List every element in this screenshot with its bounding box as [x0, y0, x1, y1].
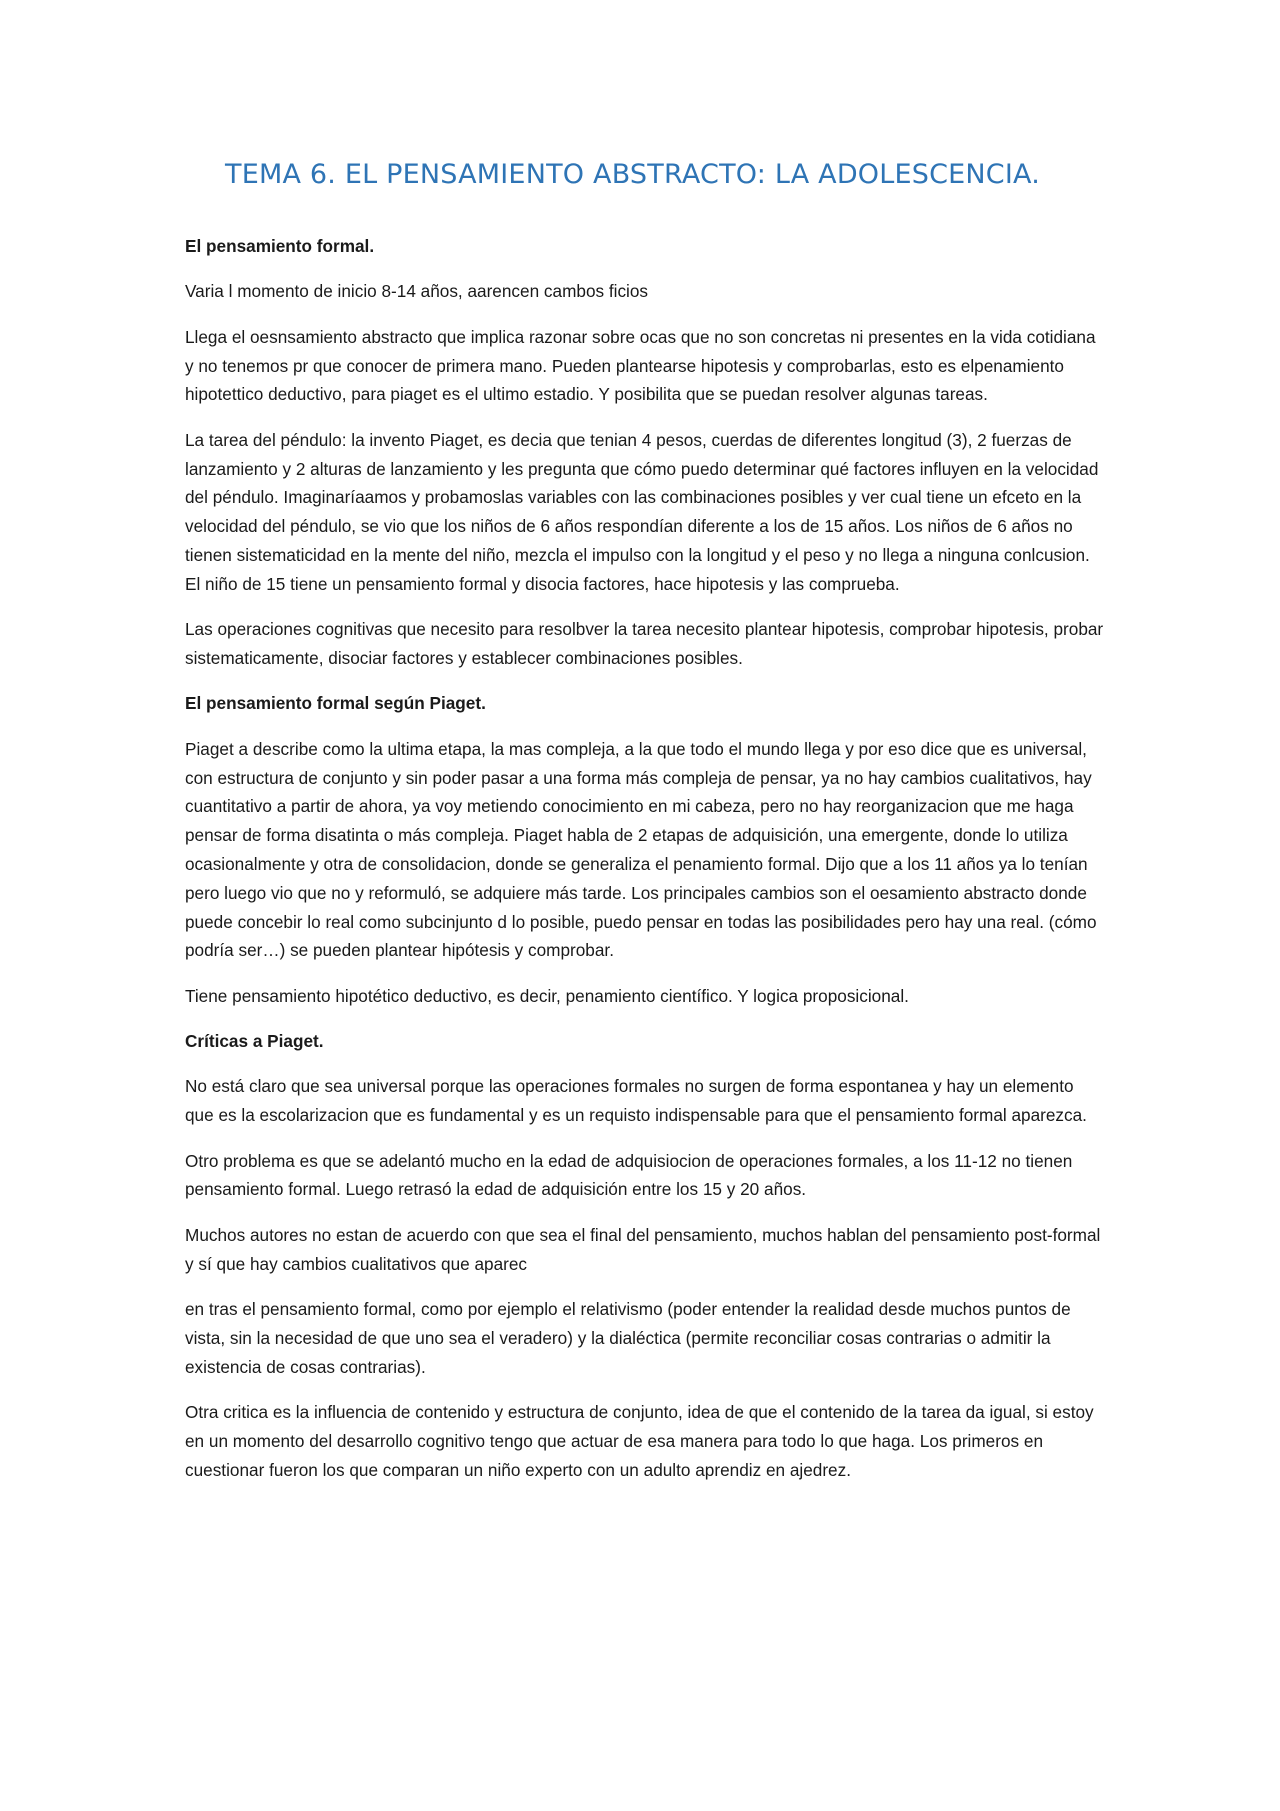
- document-page: [185, 0, 1105, 1501]
- paragraph: La tarea del péndulo: la invento Piaget, es decia que tenian 4 pesos, cuerdas de diferentes longitud (3), 2 fuerzas de lanzamiento y 2 alturas de lanzamiento y les pregunta que cómo puedo determinar qué factores influyen en la velocidad del péndulo. Imaginaríaamos y probamoslas variables con las combinaciones posibles y ver cual tiene un efceto en la velocidad del péndulo, se vio que los niños de 6 años respondían diferente a los de 15 años. Los niños de 6 años no tienen sistematicidad en la mente del niño, mezcla el impulso con la longitud y el peso y no llega a ninguna conlcusion. El niño de 15 tiene un pensamiento formal y disocia factores, hace hipotesis y las comprueba.: [185, 429, 1099, 594]
- paragraph: Varia l momento de inicio 8-14 años, aarencen cambos ficios: [185, 281, 649, 302]
- paragraph: Otra critica es la influencia de contenido y estructura de conjunto, idea de que el contenido de la tarea da igual, si estoy en un momento del desarrollo cognitivo tengo que actuar de esa manera para todo lo que haga. Los primeros en cuestionar fueron los que comparan un niño experto con un adulto aprendiz en ajedrez.: [185, 1402, 1094, 1480]
- document-body: [185, 232, 1105, 1484]
- paragraph: Llega el oesnsamiento abstracto que implica razonar sobre ocas que no son concretas ni presentes en la vida cotidiana y no tenemos pr que conocer de primera mano. Pueden plantearse hipotesis y comprobarlas, esto es elpenamiento hipotettico deductivo, para piaget es el ultimo estadio. Y posibilita que se puedan resolver algunas tareas.: [185, 326, 1096, 405]
- section-heading: El pensamiento formal según Piaget.: [185, 693, 486, 714]
- paragraph: Tiene pensamiento hipotético deductivo, es decir, penamiento científico. Y logica proposicional.: [185, 985, 909, 1006]
- paragraph: Las operaciones cognitivas que necesito para resolbver la tarea necesito plantear hipotesis, comprobar hipotesis, probar sistematicamente, disociar factores y establecer combinaciones posibles.: [185, 619, 1104, 668]
- paragraph: Muchos autores no estan de acuerdo con que sea el final del pensamiento, muchos hablan del pensamiento post-formal y sí que hay cambios cualitativos que aparec: [185, 1224, 1101, 1274]
- paragraph: Piaget a describe como la ultima etapa, la mas compleja, a la que todo el mundo llega y por eso dice que es universal, con estructura de conjunto y sin poder pasar a una forma más compleja de pensar, ya no hay cambios cualitativos, hay cuantitativo a partir de ahora, ya voy metiendo conocimiento en mi cabeza, pero no hay reorganizacion que me haga pensar de forma disatinta o más compleja. Piaget habla de 2 etapas de adquisición, una emergente, donde lo utiliza ocasionalmente y otra de consolidacion, donde se generaliza el penamiento formal. Dijo que a los 11 años ya lo tenían pero luego vio que no y reformuló, se adquiere más tarde. Los principales cambios son el oesamiento abstracto donde puede concebir lo real como subcinjunto d lo posible, puedo pensar en todas las posibilidades pero hay una real. (cómo podría ser…) se pueden plantear hipótesis y comprobar.: [185, 738, 1097, 961]
- section-heading: Críticas a Piaget.: [185, 1031, 324, 1052]
- paragraph: No está claro que sea universal porque las operaciones formales no surgen de forma espontanea y hay un elemento que es la escolarizacion que es fundamental y es un requisto indispensable para que el pensamiento formal aparezca.: [185, 1076, 1087, 1126]
- paragraph: Otro problema es que se adelantó mucho en la edad de adquisiocion de operaciones formales, a los 11-12 no tienen pensamiento formal. Luego retrasó la edad de adquisición entre los 15 y 20 años.: [185, 1150, 1073, 1200]
- section-heading: El pensamiento formal.: [185, 236, 375, 256]
- paragraph: en tras el pensamiento formal, como por ejemplo el relativismo (poder entender la realidad desde muchos puntos de vista, sin la necesidad de que uno sea el veradero) y la dialéctica (permite reconciliar cosas contrarias o admitir la existencia de cosas contrarias).: [185, 1299, 1071, 1377]
- document-title: TEMA 6. EL PENSAMIENTO ABSTRACTO: LA ADOLESCENCIA.: [225, 159, 1041, 190]
